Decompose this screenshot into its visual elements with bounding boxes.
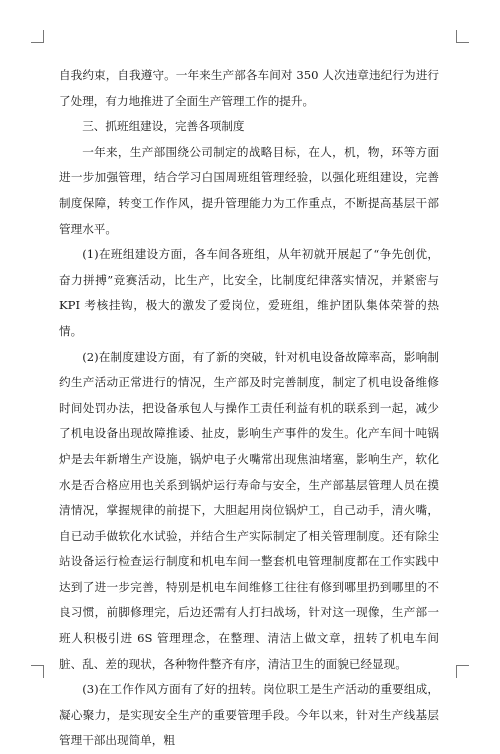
section-heading: 三、抓班组建设，完善各项制度 xyxy=(82,119,245,134)
paragraph: (1)在班组建设方面，各车间各班组，从年初就开展起了“争先创优，奋力拼搏”竞赛活动，比生产，比安全，比制度纪律落实情况，并紧密与 KPI 考核挂钩，极大的激发了爱岗位，爱班组，维护团队集体荣誉的热情。 xyxy=(59,247,439,338)
corner-mark-bottom-left xyxy=(31,665,44,678)
corner-mark-top-left xyxy=(31,30,44,43)
corner-mark-top-right xyxy=(456,30,469,43)
paragraph-continuation: 自我约束，自我遵守。一年来生产部各车间对 350 人次违章违纪行为进行了处理，有力地推进了全面生产管理工作的提升。 xyxy=(59,68,439,108)
paragraph: (3)在工作作风方面有了好的扭转。岗位职工是生产活动的重要组成，凝心聚力，是实现安全生产的重要管理手段。今年以来，针对生产线基层管理干部出现简单，粗 xyxy=(59,682,439,748)
paragraph: (2)在制度建设方面，有了新的突破，针对机电设备故障率高，影响制约生产活动正常进行的情况，生产部及时完善制度，制定了机电设备维修时间处罚办法，把设备承包人与操作工责任利益有机的联系到一起，减少了机电设备出现故障推诿、扯皮，影响生产事件的发生。化产车间十吨锅炉是去年新增生产设施，锅炉电子火嘴常出现焦油堵塞，影响生产，软化水是否合格应用也关系到锅炉运行寿命与安全，生产部基层管理人员在摸清情况，掌握规律的前提下，大胆起用岗位锅炉工，自己动手，清火嘴，自已动手做软化水试验，并结合生产实际制定了相关管理制度。还有除尘站设备运行检查运行制度和机电车间一整套机电管理制度都在工作实践中达到了进一步完善，特别是机电车间维修工往往有修到哪里扔到哪里的不良习惯，前脚修理完，后边还需有人打扫战场，针对这一现像，生产部一班人积极引进 6S 管理理念，在整理、清洁上做文章，扭转了机电车间脏、乱、差的现状，各种物件整齐有序，清洁卫生的面貌已经显现。 xyxy=(59,349,439,671)
corner-mark-bottom-right xyxy=(456,665,469,678)
document-body xyxy=(59,63,439,754)
paragraph: 一年来，生产部围绕公司制定的战略目标，在人，机，物，环等方面进一步加强管理，结合学习白国周班组管理经验，以强化班组建设，完善制度保障，转变工作作风，提升管理能力为工作重点，不断提高基层干部管理水平。 xyxy=(59,144,439,236)
